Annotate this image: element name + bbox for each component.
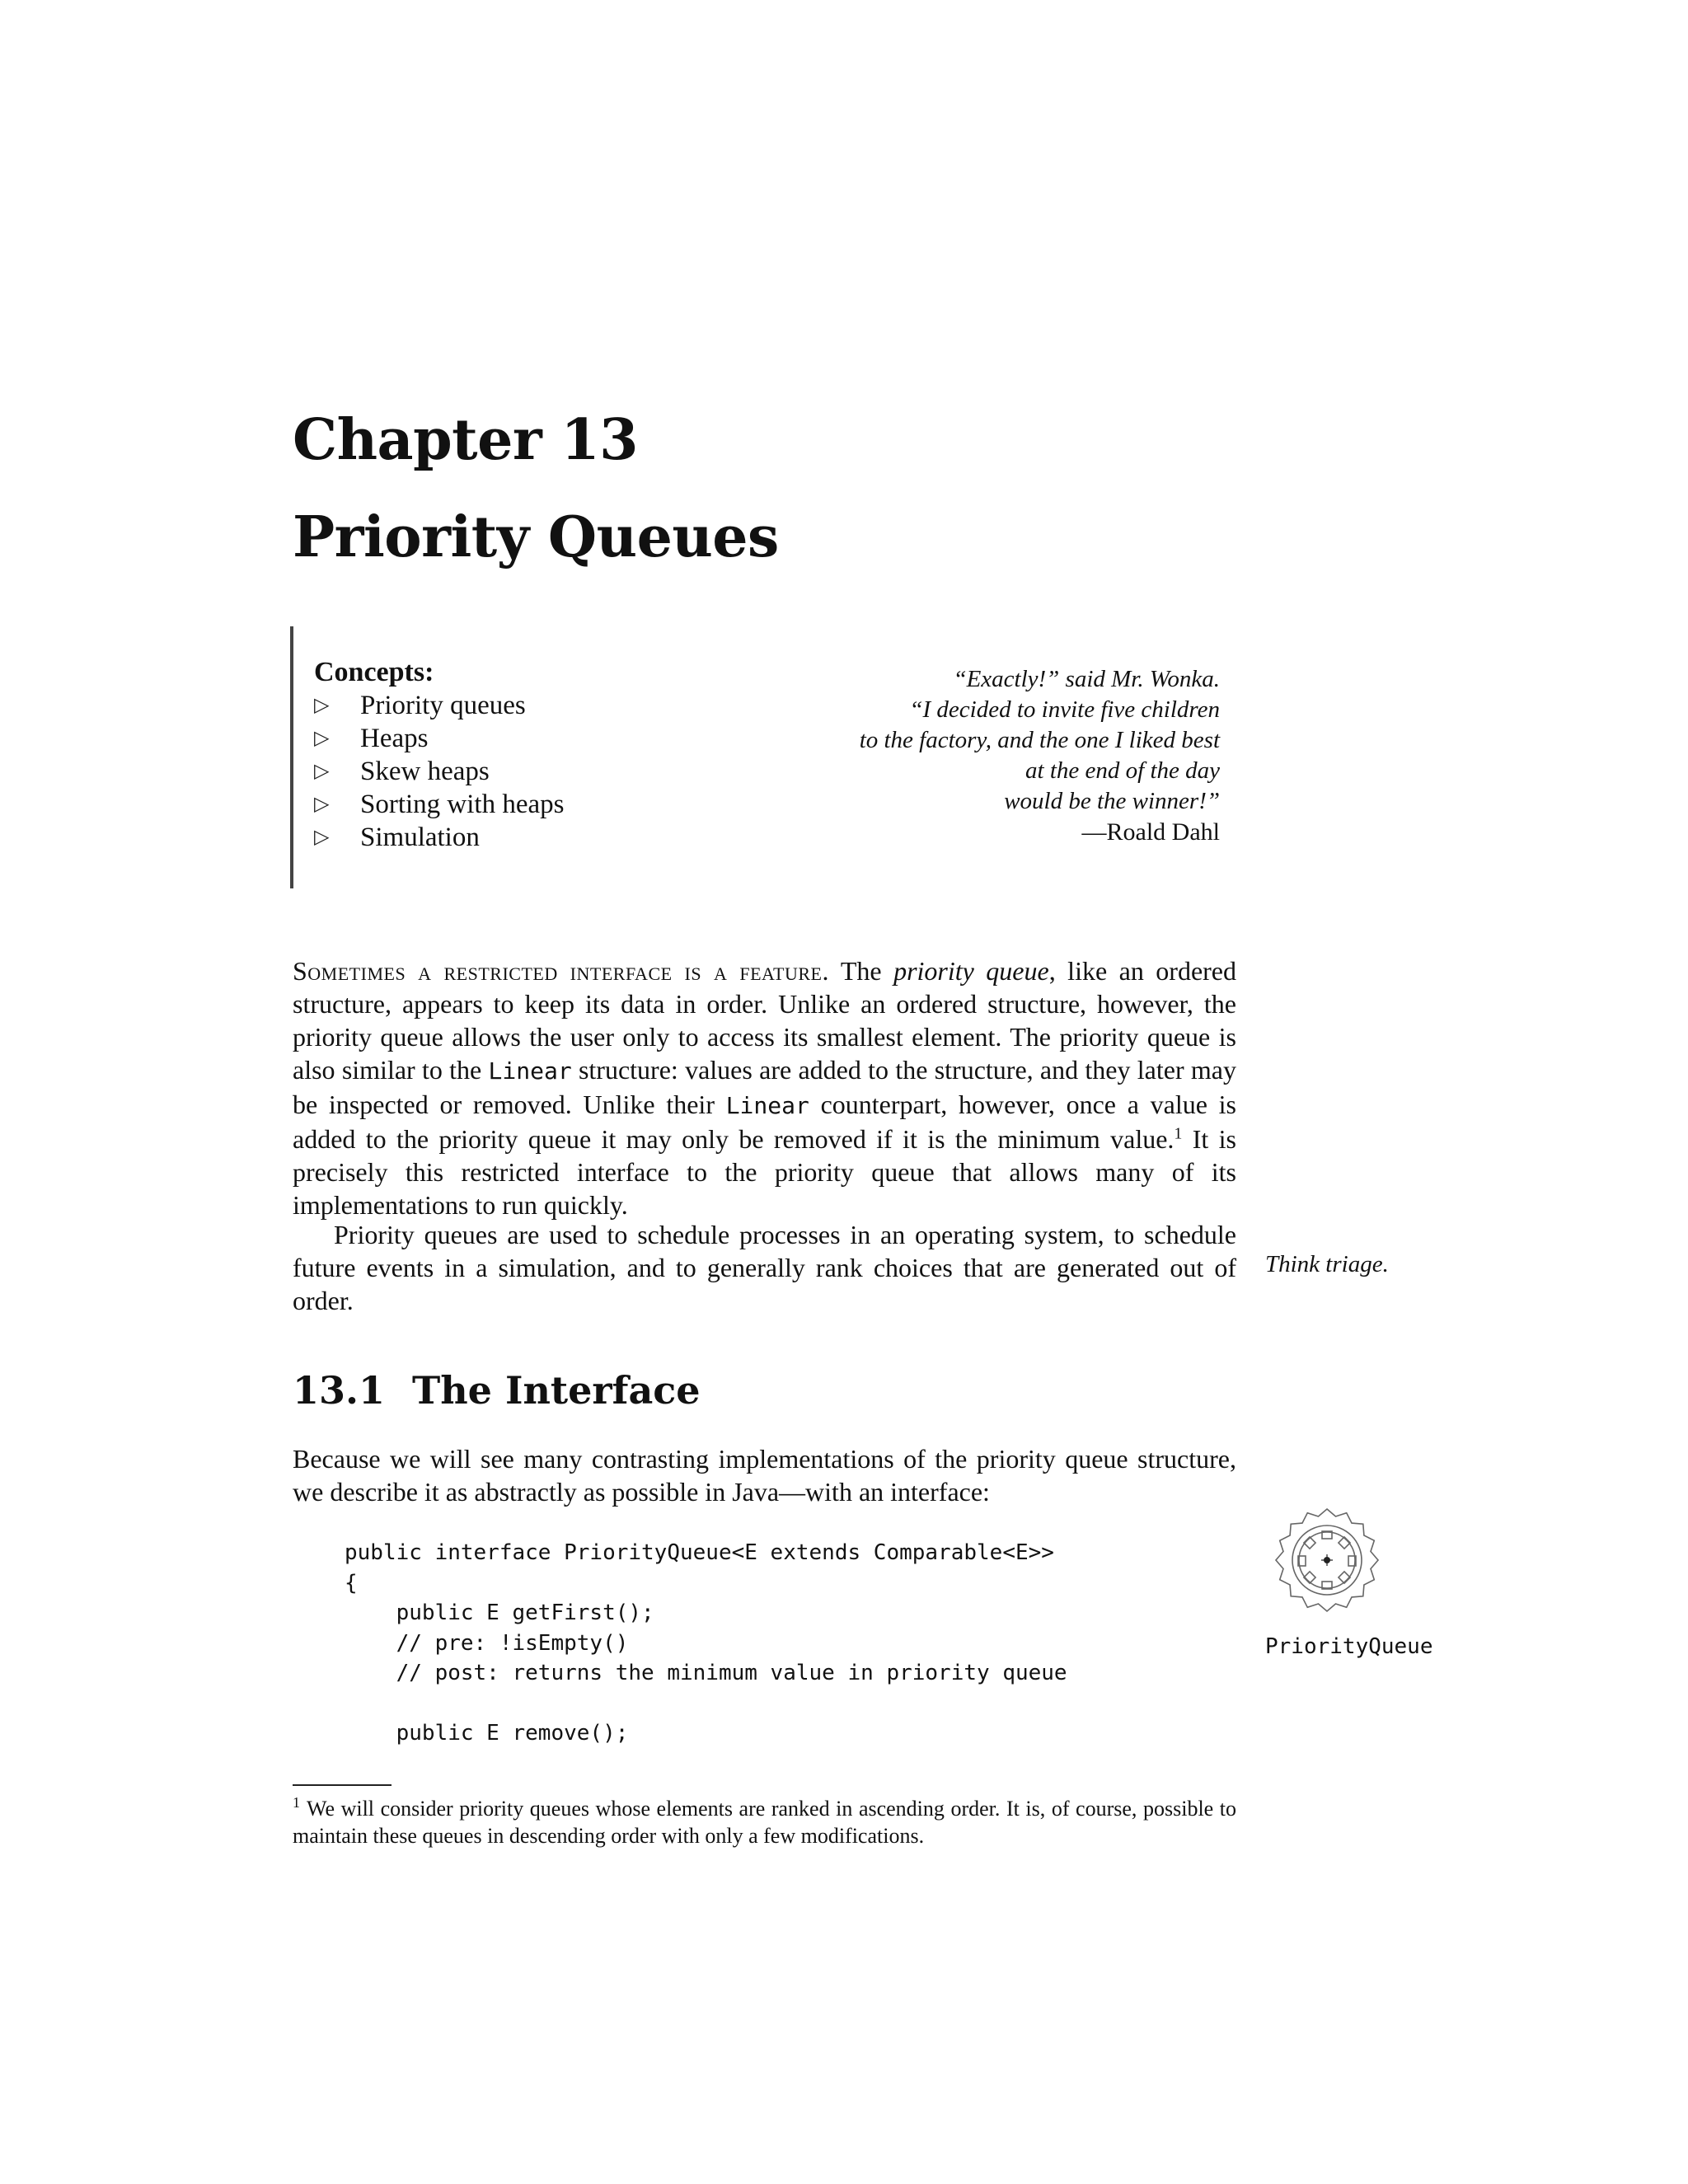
term-priority-queue: priority queue: [893, 956, 1049, 986]
paragraph-text: counterpart, however, once a value is added to the priority queue it may only be removed if it is the minimum value.: [293, 1090, 1237, 1154]
footnote-number: 1: [293, 1794, 300, 1811]
intro-paragraph: [293, 954, 1236, 1221]
paragraph-text: structure: values are added to the structure, and they later may be inspected or removed. Unlike their: [293, 1055, 1237, 1119]
icon-caption: PriorityQueue: [1265, 1634, 1433, 1659]
concept-item: [314, 689, 564, 722]
concepts-double-rule: [290, 626, 293, 888]
code-listing: [345, 1538, 1067, 1749]
concept-item: [314, 788, 564, 821]
margin-note: Think triage.: [1265, 1251, 1389, 1277]
footnote-text: We will consider priority queues whose elements are ranked in ascending order. It is, of course, possible to maintain these queues in descending order with only a few modifications.: [293, 1797, 1236, 1848]
epigraph-line: at the end of the day: [1025, 757, 1220, 784]
section-heading: [293, 1368, 701, 1413]
concept-item-label: Simulation: [360, 823, 480, 852]
concept-item-label: Sorting with heaps: [360, 790, 565, 819]
triangle-bullet-icon: ▷: [314, 695, 330, 716]
epigraph-line: would be the winner!”: [1004, 788, 1220, 814]
paragraph-text: It is precisely this restricted interface to the priority queue that allows many of its implementations to run quickly.: [293, 1124, 1237, 1220]
interface-paragraph: Because we will see many contrasting implementations of the priority queue structure, we describe it as abstractly as possible in Java—with an interface:: [293, 1444, 1236, 1507]
lead-in-small-caps: Sometimes a restricted interface is a feature.: [293, 956, 829, 986]
chapter-title: Priority Queues: [293, 504, 779, 570]
concept-item-label: Priority queues: [360, 691, 526, 720]
footnote-marker[interactable]: 1: [1174, 1124, 1183, 1143]
code-line: {: [345, 1570, 358, 1596]
epigraph-line: “I decided to invite five children: [909, 696, 1220, 723]
chapter-number: Chapter 13: [293, 407, 638, 473]
epigraph: [742, 664, 1220, 847]
triangle-bullet-icon: ▷: [314, 827, 330, 848]
epigraph-attribution: —Roald Dahl: [1081, 818, 1220, 846]
triangle-bullet-icon: ▷: [314, 794, 330, 815]
triangle-bullet-icon: ▷: [314, 728, 330, 749]
code-line: public interface PriorityQueue<E extends Comparable<E>>: [345, 1540, 1054, 1565]
concept-item: [314, 755, 564, 788]
epigraph-line: to the factory, and the one I liked best: [859, 727, 1220, 753]
code-line: public E getFirst();: [345, 1601, 654, 1625]
code-line: // pre: !isEmpty(): [345, 1630, 629, 1656]
gear-icon: [1273, 1507, 1381, 1614]
inline-code: Linear: [725, 1092, 809, 1119]
code-line: public E remove();: [345, 1721, 629, 1746]
code-line: [345, 1689, 1067, 1719]
epigraph-line: “Exactly!” said Mr. Wonka.: [953, 666, 1220, 692]
concept-item-label: Skew heaps: [360, 757, 490, 786]
concept-item: [314, 821, 564, 854]
paragraph-text: The: [828, 956, 894, 986]
concepts-box: [314, 656, 564, 854]
footnote-rule: [293, 1784, 392, 1786]
concepts-label: Concepts:: [314, 657, 434, 687]
uses-paragraph: Priority queues are used to schedule processes in an operating system, to schedule future events in a simulation, and to generally rank choices that are generated out of order.: [293, 1220, 1236, 1315]
concept-item: [314, 722, 564, 755]
concept-item-label: Heaps: [360, 724, 429, 753]
paragraph-text: , like an ordered structure, appears to keep its data in order. Unlike an ordered structure, however, the priority queue allows the user only to access its smallest element. The priority queue is also similar to the: [293, 956, 1237, 1085]
section-number: 13.1: [293, 1368, 386, 1413]
triangle-bullet-icon: ▷: [314, 761, 330, 782]
concepts-list: [314, 689, 564, 854]
section-title: The Interface: [412, 1368, 701, 1413]
code-line: // post: returns the minimum value in priority queue: [345, 1661, 1067, 1685]
inline-code: Linear: [488, 1057, 572, 1085]
footnote: [293, 1795, 1236, 1849]
